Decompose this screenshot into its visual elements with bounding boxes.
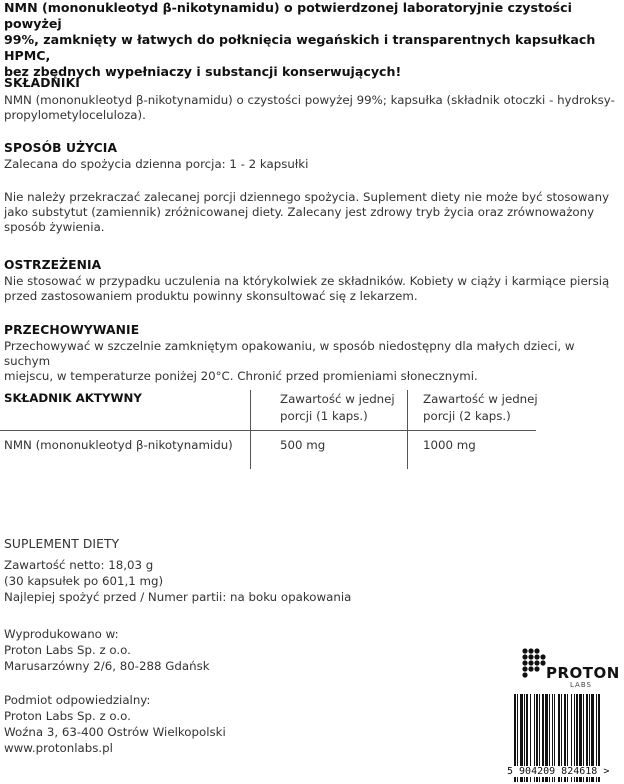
table-divider	[407, 390, 408, 469]
table-divider	[250, 390, 251, 469]
body-line: Woźna 3, 63-400 Ostrów Wielkopolski	[4, 725, 226, 739]
suplement-title: SUPLEMENT DIETY	[4, 537, 120, 551]
section-body-sposob-warning	[4, 190, 620, 235]
body-line: Nie stosować w przypadku uczulenia na którykolwiek ze składników. Kobiety w ciąży i karmiące piersią	[4, 274, 610, 288]
table-header-dose-2: Zawartość w jednej porcji (2 kaps.)	[423, 392, 538, 423]
body-line: miejscu, w temperaturze poniżej 20°C. Chronić przed promieniami słonecznymi.	[4, 369, 478, 383]
body-line: propylometyloceluloza).	[4, 108, 146, 122]
section-title-przechowywanie: PRZECHOWYWANIE	[4, 323, 140, 337]
section-title-skladniki: SKŁADNIKI	[4, 76, 80, 90]
intro-line: NMN (mononukleotyd β-nikotynamidu) o potwierdzonej laboratoryjnie czystości powyżej	[4, 0, 572, 31]
body-line: Proton Labs Sp. z o.o.	[4, 643, 131, 657]
body-line: Wyprodukowano w:	[4, 627, 119, 641]
body-line: Podmiot odpowiedzialny:	[4, 693, 151, 707]
website-link: www.protonlabs.pl	[4, 741, 113, 755]
section-title-ostrzezenia: OSTRZEŻENIA	[4, 258, 102, 272]
body-line: Marusarzówny 2/6, 80-288 Gdańsk	[4, 659, 210, 673]
table-header-dose-1: Zawartość w jednej porcji (1 kaps.)	[280, 392, 395, 423]
intro-line: bez zbędnych wypełniaczy i substancji konserwujących!	[4, 64, 402, 79]
logo-wordmark: PROTON	[546, 664, 620, 682]
table-cell-ingredient: NMN (mononukleotyd β-nikotynamidu)	[4, 438, 233, 452]
barcode-number: 5 904209 824618 >	[507, 766, 610, 777]
body-line: Przechowywać w szczelnie zamkniętym opakowaniu, w sposób niedostępny dla małych dzieci, w suchym	[4, 339, 575, 368]
body-line: jako substytut (zamiennik) zróżnicowanej diety. Zalecany jest zdrowy tryb życia oraz zrównoważony	[4, 205, 595, 219]
suplement-info	[4, 557, 620, 605]
body-line: przed zastosowaniem produktu powinny skonsultować się z lekarzem.	[4, 289, 418, 303]
body-line: NMN (mononukleotyd β-nikotynamidu) o czystości powyżej 99%; kapsułka (składnik otoczki - hydroksy-	[4, 93, 615, 107]
section-body-ostrzezenia	[4, 274, 620, 304]
body-line: Zawartość netto: 18,03 g	[4, 558, 154, 572]
section-body-skladniki	[4, 93, 620, 123]
body-line: Najlepiej spożyć przed / Numer partii: na boku opakowania	[4, 590, 352, 604]
intro-line: 99%, zamknięty w łatwych do połknięcia wegańskich i transparentnych kapsułkach HPMC,	[4, 32, 596, 63]
body-line: sposób żywienia.	[4, 220, 105, 234]
table-cell-dose-2: 1000 mg	[423, 438, 476, 452]
section-title-sposob: SPOSÓB UŻYCIA	[4, 141, 118, 155]
logo-subtext: LABS	[570, 681, 592, 689]
section-body-sposob	[4, 157, 620, 172]
body-line: Nie należy przekraczać zalecanej porcji dziennego spożycia. Suplement diety nie może być stosowany	[4, 190, 610, 204]
intro-text	[4, 0, 620, 80]
section-body-przechowywanie	[4, 339, 620, 384]
table-header-ingredient: SKŁADNIK AKTYWNY	[4, 391, 142, 405]
table-divider	[0, 430, 536, 431]
body-line: Proton Labs Sp. z o.o.	[4, 709, 131, 723]
body-line: Zalecana do spożycia dzienna porcja: 1 - 2 kapsułki	[4, 157, 309, 171]
body-line: (30 kapsułek po 601,1 mg)	[4, 574, 164, 588]
table-cell-dose-1: 500 mg	[280, 438, 326, 452]
